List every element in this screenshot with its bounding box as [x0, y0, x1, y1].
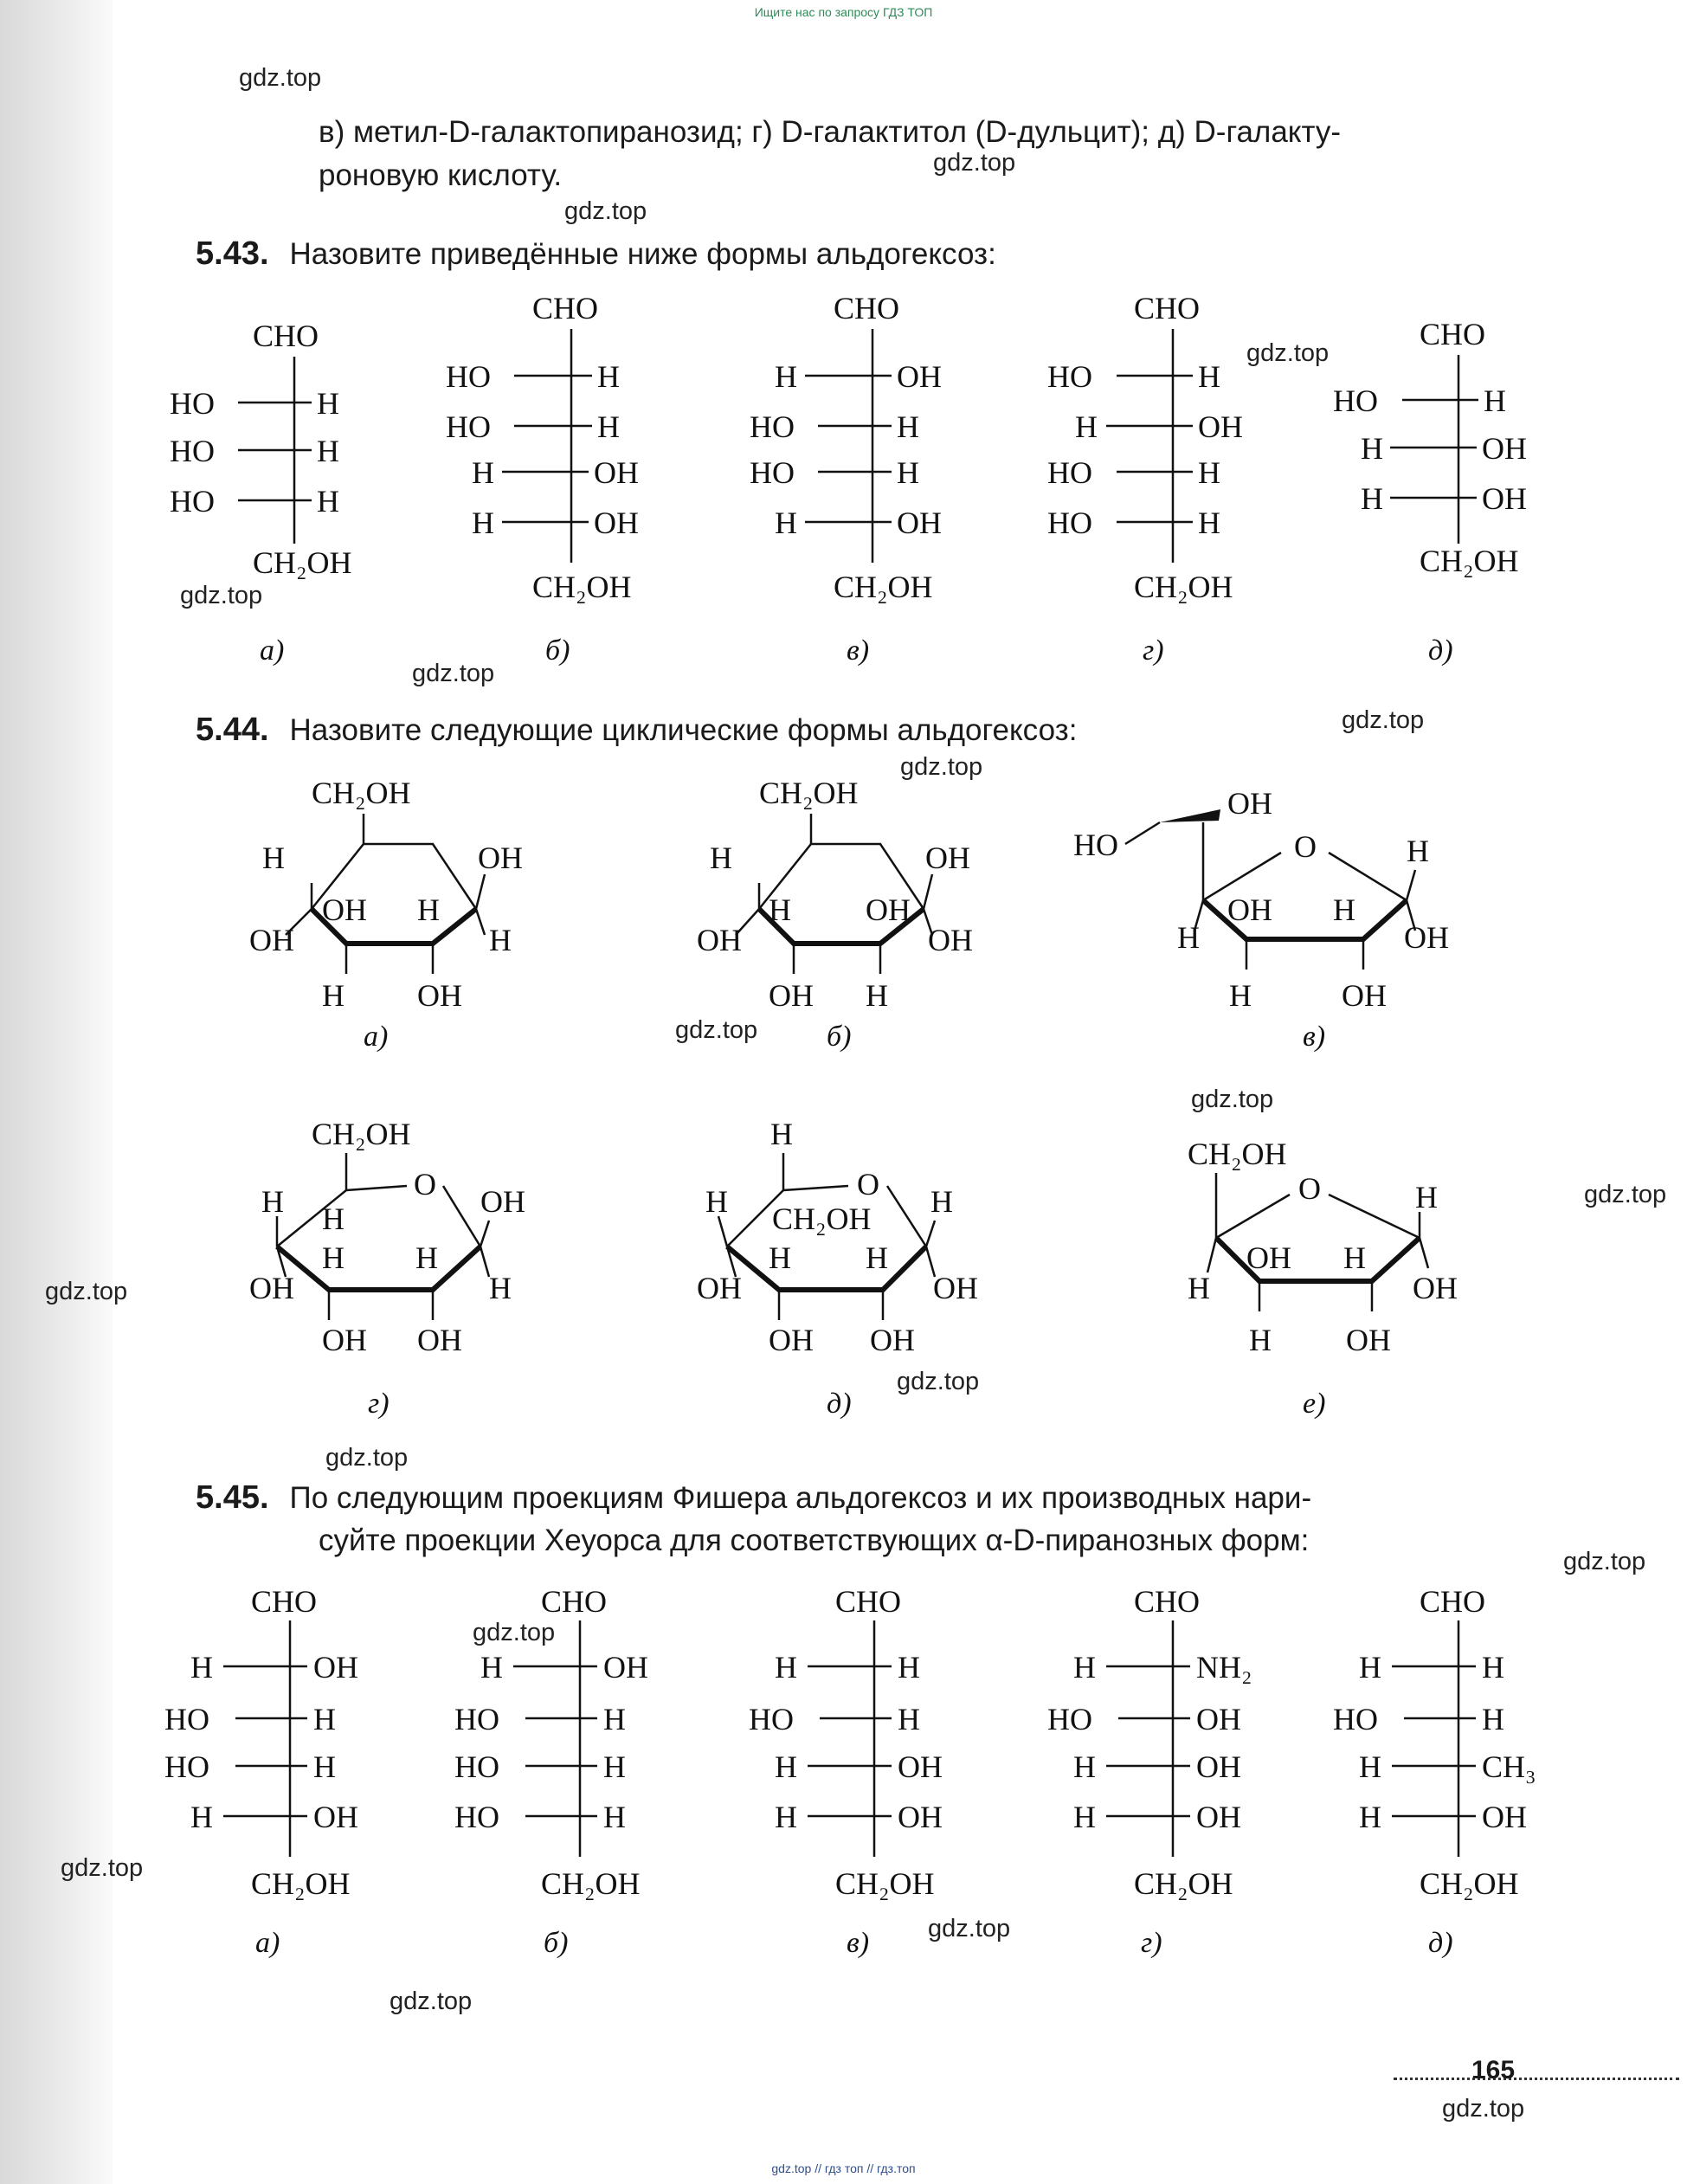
- chem-h: H: [898, 1702, 920, 1736]
- chem-oh: OH: [897, 359, 942, 394]
- label-e: д): [827, 1388, 852, 1420]
- label-a: а): [255, 1927, 280, 1959]
- chem-h: H: [866, 978, 888, 1013]
- watermark: gdz.top: [1342, 706, 1425, 734]
- fischer-545-c: [749, 1584, 943, 1959]
- chem-ho: HO: [749, 1702, 794, 1736]
- chem-ho: HO: [170, 434, 215, 468]
- chem-oh: OH: [1482, 431, 1527, 466]
- label-c: в): [847, 1927, 870, 1959]
- chem-cho: CHO: [1134, 291, 1201, 325]
- chem-h: H: [898, 1650, 920, 1685]
- chem-ho: HO: [454, 1749, 499, 1784]
- chem-h: H: [1482, 1702, 1504, 1736]
- watermark: gdz.top: [325, 1444, 409, 1472]
- chem-h: H: [597, 409, 620, 444]
- chem-h: H: [1177, 920, 1200, 955]
- chem-ho: HO: [164, 1749, 209, 1784]
- chem-h: H: [775, 506, 797, 540]
- problem-5-45: [196, 1476, 1311, 1520]
- chem-oh: OH: [249, 923, 294, 957]
- chem-h: H: [190, 1800, 213, 1834]
- chem-oh: OH: [898, 1800, 943, 1834]
- chem-ho: HO: [1333, 383, 1378, 418]
- chem-h: H: [417, 892, 440, 927]
- chem-h: H: [769, 1240, 791, 1275]
- chem-o: O: [857, 1167, 879, 1202]
- watermark: gdz.top: [675, 1016, 758, 1044]
- watermark: gdz.top: [390, 1988, 473, 2015]
- chem-ho: HO: [750, 455, 795, 490]
- page-number: 165: [1471, 2056, 1516, 2084]
- chem-h: H: [1415, 1180, 1438, 1214]
- chem-h: H: [866, 1240, 888, 1275]
- chem-h: H: [597, 359, 620, 394]
- chem-h: H: [415, 1240, 438, 1275]
- label-f: е): [1303, 1388, 1326, 1420]
- haworth-a: [249, 776, 523, 1053]
- chem-h: H: [705, 1184, 728, 1219]
- problem-number: 5.45.: [196, 1479, 269, 1516]
- label-d: г): [1143, 635, 1164, 667]
- chem-oh: OH: [480, 1184, 525, 1219]
- chem-ch2oh: CH₂OH: [772, 1202, 872, 1236]
- watermark: gdz.top: [1584, 1181, 1667, 1208]
- chem-h: H: [897, 455, 919, 490]
- watermark: gdz.top: [1246, 339, 1330, 367]
- chem-ho: HO: [1073, 828, 1118, 862]
- chem-cho: CHO: [251, 1584, 318, 1619]
- haworth-b: [697, 776, 973, 1053]
- chem-ch2oh: CH₂OH: [1188, 1137, 1287, 1171]
- chem-h: H: [775, 1749, 797, 1784]
- bottom-note: gdz.top // гдз топ // гдз.топ: [771, 2161, 916, 2175]
- chem-oh: OH: [1196, 1702, 1241, 1736]
- chem-cho: CHO: [1420, 317, 1486, 351]
- chem-h: H: [322, 978, 344, 1013]
- chem-h: H: [770, 1117, 793, 1151]
- chem-ch3: CH₃: [1482, 1749, 1536, 1784]
- watermark: gdz.top: [897, 1368, 980, 1395]
- chem-oh: OH: [897, 506, 942, 540]
- chem-oh: OH: [870, 1323, 915, 1357]
- chem-h: H: [1198, 455, 1220, 490]
- chem-cho: CHO: [835, 1584, 902, 1619]
- chem-cho: CHO: [541, 1584, 608, 1619]
- chem-h: H: [317, 434, 339, 468]
- problem-number: 5.43.: [196, 235, 269, 272]
- chem-ho: HO: [454, 1702, 499, 1736]
- label-b: б): [827, 1021, 852, 1053]
- chem-h: H: [603, 1800, 626, 1834]
- haworth-f: [1188, 1137, 1458, 1420]
- chem-o: O: [414, 1167, 436, 1202]
- chem-ho: HO: [1047, 455, 1092, 490]
- watermark: gdz.top: [928, 1915, 1011, 1942]
- chem-oh: OH: [925, 841, 970, 875]
- chem-h: H: [313, 1702, 336, 1736]
- chem-h: H: [1359, 1749, 1381, 1784]
- chem-ho: HO: [454, 1800, 499, 1834]
- chem-ch2oh: CH₂OH: [1420, 544, 1519, 578]
- chem-oh: OH: [594, 506, 639, 540]
- chem-h: H: [1484, 383, 1506, 418]
- intro-line-1: в) метил-D-галактопиранозид; г) D-галактитол (D-дульцит); д) D-галакту-: [319, 115, 1342, 149]
- watermark: gdz.top: [1563, 1548, 1646, 1575]
- chem-oh: OH: [1482, 481, 1527, 516]
- chem-ho: HO: [1047, 506, 1092, 540]
- chem-oh: OH: [1482, 1800, 1527, 1834]
- watermark: gdz.top: [239, 64, 322, 92]
- chem-h: H: [1361, 431, 1383, 466]
- chem-h: H: [1482, 1650, 1504, 1685]
- chem-oh: OH: [1413, 1271, 1458, 1305]
- chem-nh2: NH₂: [1196, 1650, 1252, 1685]
- chem-oh: OH: [1227, 786, 1272, 821]
- chem-oh: OH: [1196, 1800, 1241, 1834]
- chem-h: H: [897, 409, 919, 444]
- chem-h: H: [1343, 1240, 1366, 1275]
- chem-oh: OH: [1246, 1240, 1291, 1275]
- label-e: д): [1428, 635, 1453, 667]
- problem-5-44: [196, 708, 1077, 752]
- chem-ch2oh: CH₂OH: [541, 1866, 641, 1901]
- chem-h: H: [775, 1650, 797, 1685]
- chem-oh: OH: [933, 1271, 978, 1305]
- problem-text: Назовите приведённые ниже формы альдогексоз:: [289, 237, 996, 271]
- fischer-e: [1333, 317, 1527, 667]
- problem-5-45-line-2: суйте проекции Хеуорса для соответствующих α-D-пиранозных форм:: [319, 1524, 1310, 1557]
- fischer-545-d: [1047, 1584, 1252, 1959]
- chem-ch2oh: CH₂OH: [312, 1117, 411, 1151]
- chem-ch2oh: CH₂OH: [835, 1866, 935, 1901]
- fischer-d: [1047, 291, 1243, 667]
- chem-h: H: [710, 841, 732, 875]
- chem-oh: OH: [697, 1271, 742, 1305]
- chem-h: H: [1198, 359, 1220, 394]
- top-note: Ищите нас по запросу ГДЗ ТОП: [754, 5, 933, 19]
- chem-h: H: [1073, 1650, 1096, 1685]
- label-b: б): [544, 1927, 569, 1959]
- chem-h: H: [769, 892, 791, 927]
- chem-ho: HO: [1047, 359, 1092, 394]
- chem-h: H: [1073, 1749, 1096, 1784]
- chem-oh: OH: [417, 1323, 462, 1357]
- chem-ch2oh: CH₂OH: [312, 776, 411, 810]
- chem-ho: HO: [446, 409, 491, 444]
- chem-h: H: [322, 1202, 344, 1236]
- chem-h: H: [603, 1749, 626, 1784]
- chem-h: H: [489, 923, 512, 957]
- chem-oh: OH: [1404, 920, 1449, 955]
- chem-cho: CHO: [1134, 1584, 1201, 1619]
- chem-h: H: [317, 386, 339, 421]
- chem-h: H: [262, 841, 285, 875]
- label-d: г): [1141, 1927, 1162, 1959]
- chem-ho: HO: [446, 359, 491, 394]
- chem-h: H: [1359, 1800, 1381, 1834]
- chem-oh: OH: [1342, 978, 1387, 1013]
- chem-cho: CHO: [1420, 1584, 1486, 1619]
- chem-oh: OH: [313, 1800, 358, 1834]
- chem-h: H: [775, 359, 797, 394]
- chem-h: H: [322, 1240, 344, 1275]
- problem-number: 5.44.: [196, 712, 269, 748]
- watermark: gdz.top: [564, 197, 647, 225]
- chem-ch2oh: CH₂OH: [253, 545, 352, 580]
- label-e: д): [1428, 1927, 1453, 1959]
- chem-h: H: [472, 506, 494, 540]
- haworth-c: [1073, 786, 1449, 1053]
- watermark: gdz.top: [933, 149, 1016, 177]
- problem-text: Назовите следующие циклические формы альдогексоз:: [289, 713, 1078, 747]
- fischer-545-a: [164, 1584, 358, 1959]
- chem-cho: CHO: [532, 291, 599, 325]
- chem-oh: OH: [898, 1749, 943, 1784]
- chem-h: H: [1073, 1800, 1096, 1834]
- chem-ho: HO: [1047, 1702, 1092, 1736]
- chem-h: H: [930, 1184, 953, 1219]
- chem-h: H: [1188, 1271, 1210, 1305]
- intro-line-2: роновую кислоту.: [319, 158, 563, 192]
- watermark: gdz.top: [1442, 2095, 1525, 2123]
- chem-oh: OH: [603, 1650, 648, 1685]
- chem-o: O: [1294, 829, 1317, 864]
- chem-h: H: [1359, 1650, 1381, 1685]
- chem-oh: OH: [249, 1271, 294, 1305]
- chem-ch2oh: CH₂OH: [1134, 570, 1233, 604]
- chem-h: H: [775, 1800, 797, 1834]
- chem-oh: OH: [1346, 1323, 1391, 1357]
- watermark: gdz.top: [900, 753, 983, 781]
- chem-h: H: [313, 1749, 336, 1784]
- fischer-545-e: [1333, 1584, 1536, 1959]
- haworth-d: [249, 1117, 525, 1420]
- chem-h: H: [1075, 409, 1098, 444]
- chem-ho: HO: [170, 484, 215, 519]
- chem-ch2oh: CH₂OH: [1420, 1866, 1519, 1901]
- chem-h: H: [317, 484, 339, 519]
- chem-cho: CHO: [253, 319, 319, 353]
- chem-h: H: [1333, 892, 1355, 927]
- chem-ch2oh: CH₂OH: [532, 570, 632, 604]
- label-c: в): [847, 635, 870, 667]
- label-a: а): [364, 1021, 389, 1053]
- chem-oh: OH: [928, 923, 973, 957]
- chem-oh: OH: [697, 923, 742, 957]
- label-a: а): [260, 635, 285, 667]
- chem-ch2oh: CH₂OH: [1134, 1866, 1233, 1901]
- chem-h: H: [472, 455, 494, 490]
- label-d: г): [368, 1388, 390, 1420]
- chem-h: H: [1407, 834, 1429, 868]
- chem-ho: HO: [1333, 1702, 1378, 1736]
- chem-oh: OH: [1227, 892, 1272, 927]
- chem-oh: OH: [769, 1323, 814, 1357]
- chem-oh: OH: [866, 892, 911, 927]
- chem-oh: OH: [313, 1650, 358, 1685]
- page-number-dots: [1394, 2078, 1679, 2080]
- watermark: gdz.top: [180, 582, 263, 609]
- watermark: gdz.top: [61, 1854, 144, 1882]
- fischer-b: [446, 291, 639, 667]
- chem-h: H: [489, 1271, 512, 1305]
- chem-h: H: [603, 1702, 626, 1736]
- chem-cho: CHO: [834, 291, 900, 325]
- chem-oh: OH: [1198, 409, 1243, 444]
- watermark: gdz.top: [473, 1619, 556, 1646]
- chem-h: H: [1198, 506, 1220, 540]
- watermark: gdz.top: [412, 660, 495, 687]
- fischer-a: [170, 319, 352, 667]
- chem-h: H: [1249, 1323, 1272, 1357]
- chem-h: H: [1229, 978, 1252, 1013]
- chem-h: H: [190, 1650, 213, 1685]
- chem-oh: OH: [417, 978, 462, 1013]
- label-c: в): [1303, 1021, 1326, 1053]
- chem-oh: OH: [769, 978, 814, 1013]
- label-b: б): [545, 635, 570, 667]
- chem-oh: OH: [322, 1323, 367, 1357]
- chem-oh: OH: [322, 892, 367, 927]
- chem-ch2oh: CH₂OH: [251, 1866, 351, 1901]
- chem-h: H: [261, 1184, 284, 1219]
- chem-o: O: [1298, 1171, 1321, 1206]
- chem-h: H: [480, 1650, 503, 1685]
- watermark: gdz.top: [45, 1278, 128, 1305]
- chem-oh: OH: [1196, 1749, 1241, 1784]
- watermark: gdz.top: [1191, 1086, 1274, 1113]
- chem-ho: HO: [750, 409, 795, 444]
- chem-ho: HO: [164, 1702, 209, 1736]
- chem-h: H: [1361, 481, 1383, 516]
- chem-ho: HO: [170, 386, 215, 421]
- chem-ch2oh: CH₂OH: [834, 570, 933, 604]
- chem-oh: OH: [594, 455, 639, 490]
- fischer-c: [750, 291, 942, 667]
- chem-oh: OH: [478, 841, 523, 875]
- chem-ch2oh: CH₂OH: [759, 776, 859, 810]
- problem-text: По следующим проекциям Фишера альдогексоз и их производных нари-: [289, 1481, 1312, 1515]
